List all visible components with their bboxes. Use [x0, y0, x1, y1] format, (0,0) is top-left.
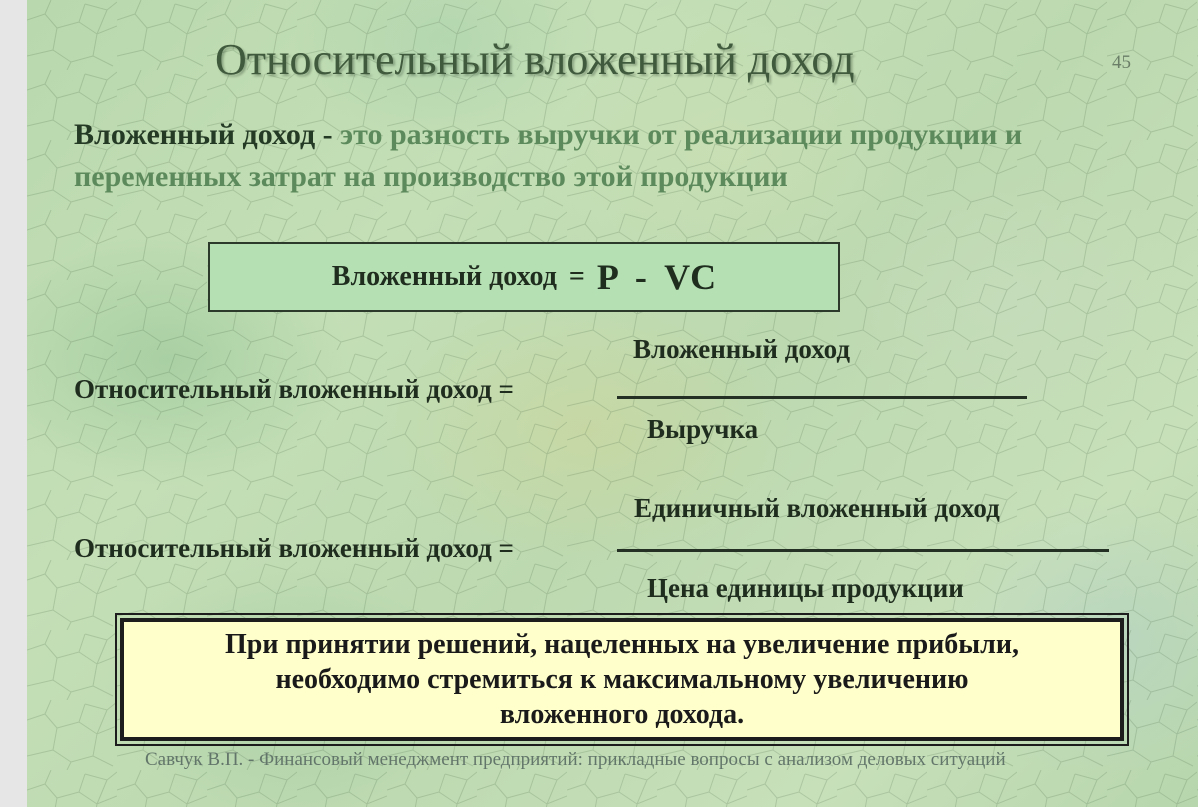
formula-equals: = [568, 261, 585, 292]
formula1-numerator: Вложенный доход [633, 334, 851, 364]
footer-citation: Савчук В.П. - Финансовый менеджмент предприятий: прикладные вопросы с анализом деловых ситуаций [145, 749, 1006, 770]
formula2-numerator: Единичный вложенный доход [634, 493, 1000, 523]
page-number: 45 [1112, 52, 1131, 73]
slide [27, 0, 1198, 807]
formula-box [208, 242, 840, 312]
note-line-2: необходимо стремиться к максимальному увеличению [275, 664, 969, 695]
definition-text [74, 114, 1164, 198]
formula2-denominator: Цена единицы продукции [647, 573, 964, 603]
formula2-lhs: Относительный вложенный доход = [74, 533, 514, 563]
definition-body: это разность выручки от реализации продукции и переменных затрат на производство этой продукции [74, 118, 1023, 193]
formula-label: Вложенный доход [331, 261, 557, 292]
slide-title: Относительный вложенный доход [215, 35, 855, 84]
formula2-fraction-line [617, 549, 1109, 552]
note-line-1: При принятии решений, нацеленных на увеличение прибыли, [224, 629, 1020, 660]
formula-expression: P - VC [596, 257, 717, 297]
note-line-3: вложенного дохода. [499, 699, 745, 730]
formula1-fraction-line [617, 396, 1027, 399]
note-text [120, 618, 1124, 741]
formula1-denominator: Выручка [647, 414, 759, 444]
formula1-lhs: Относительный вложенный доход = [74, 374, 514, 404]
note-box [115, 613, 1129, 746]
definition-term: Вложенный доход [74, 118, 316, 151]
definition-dash: - [322, 118, 333, 151]
